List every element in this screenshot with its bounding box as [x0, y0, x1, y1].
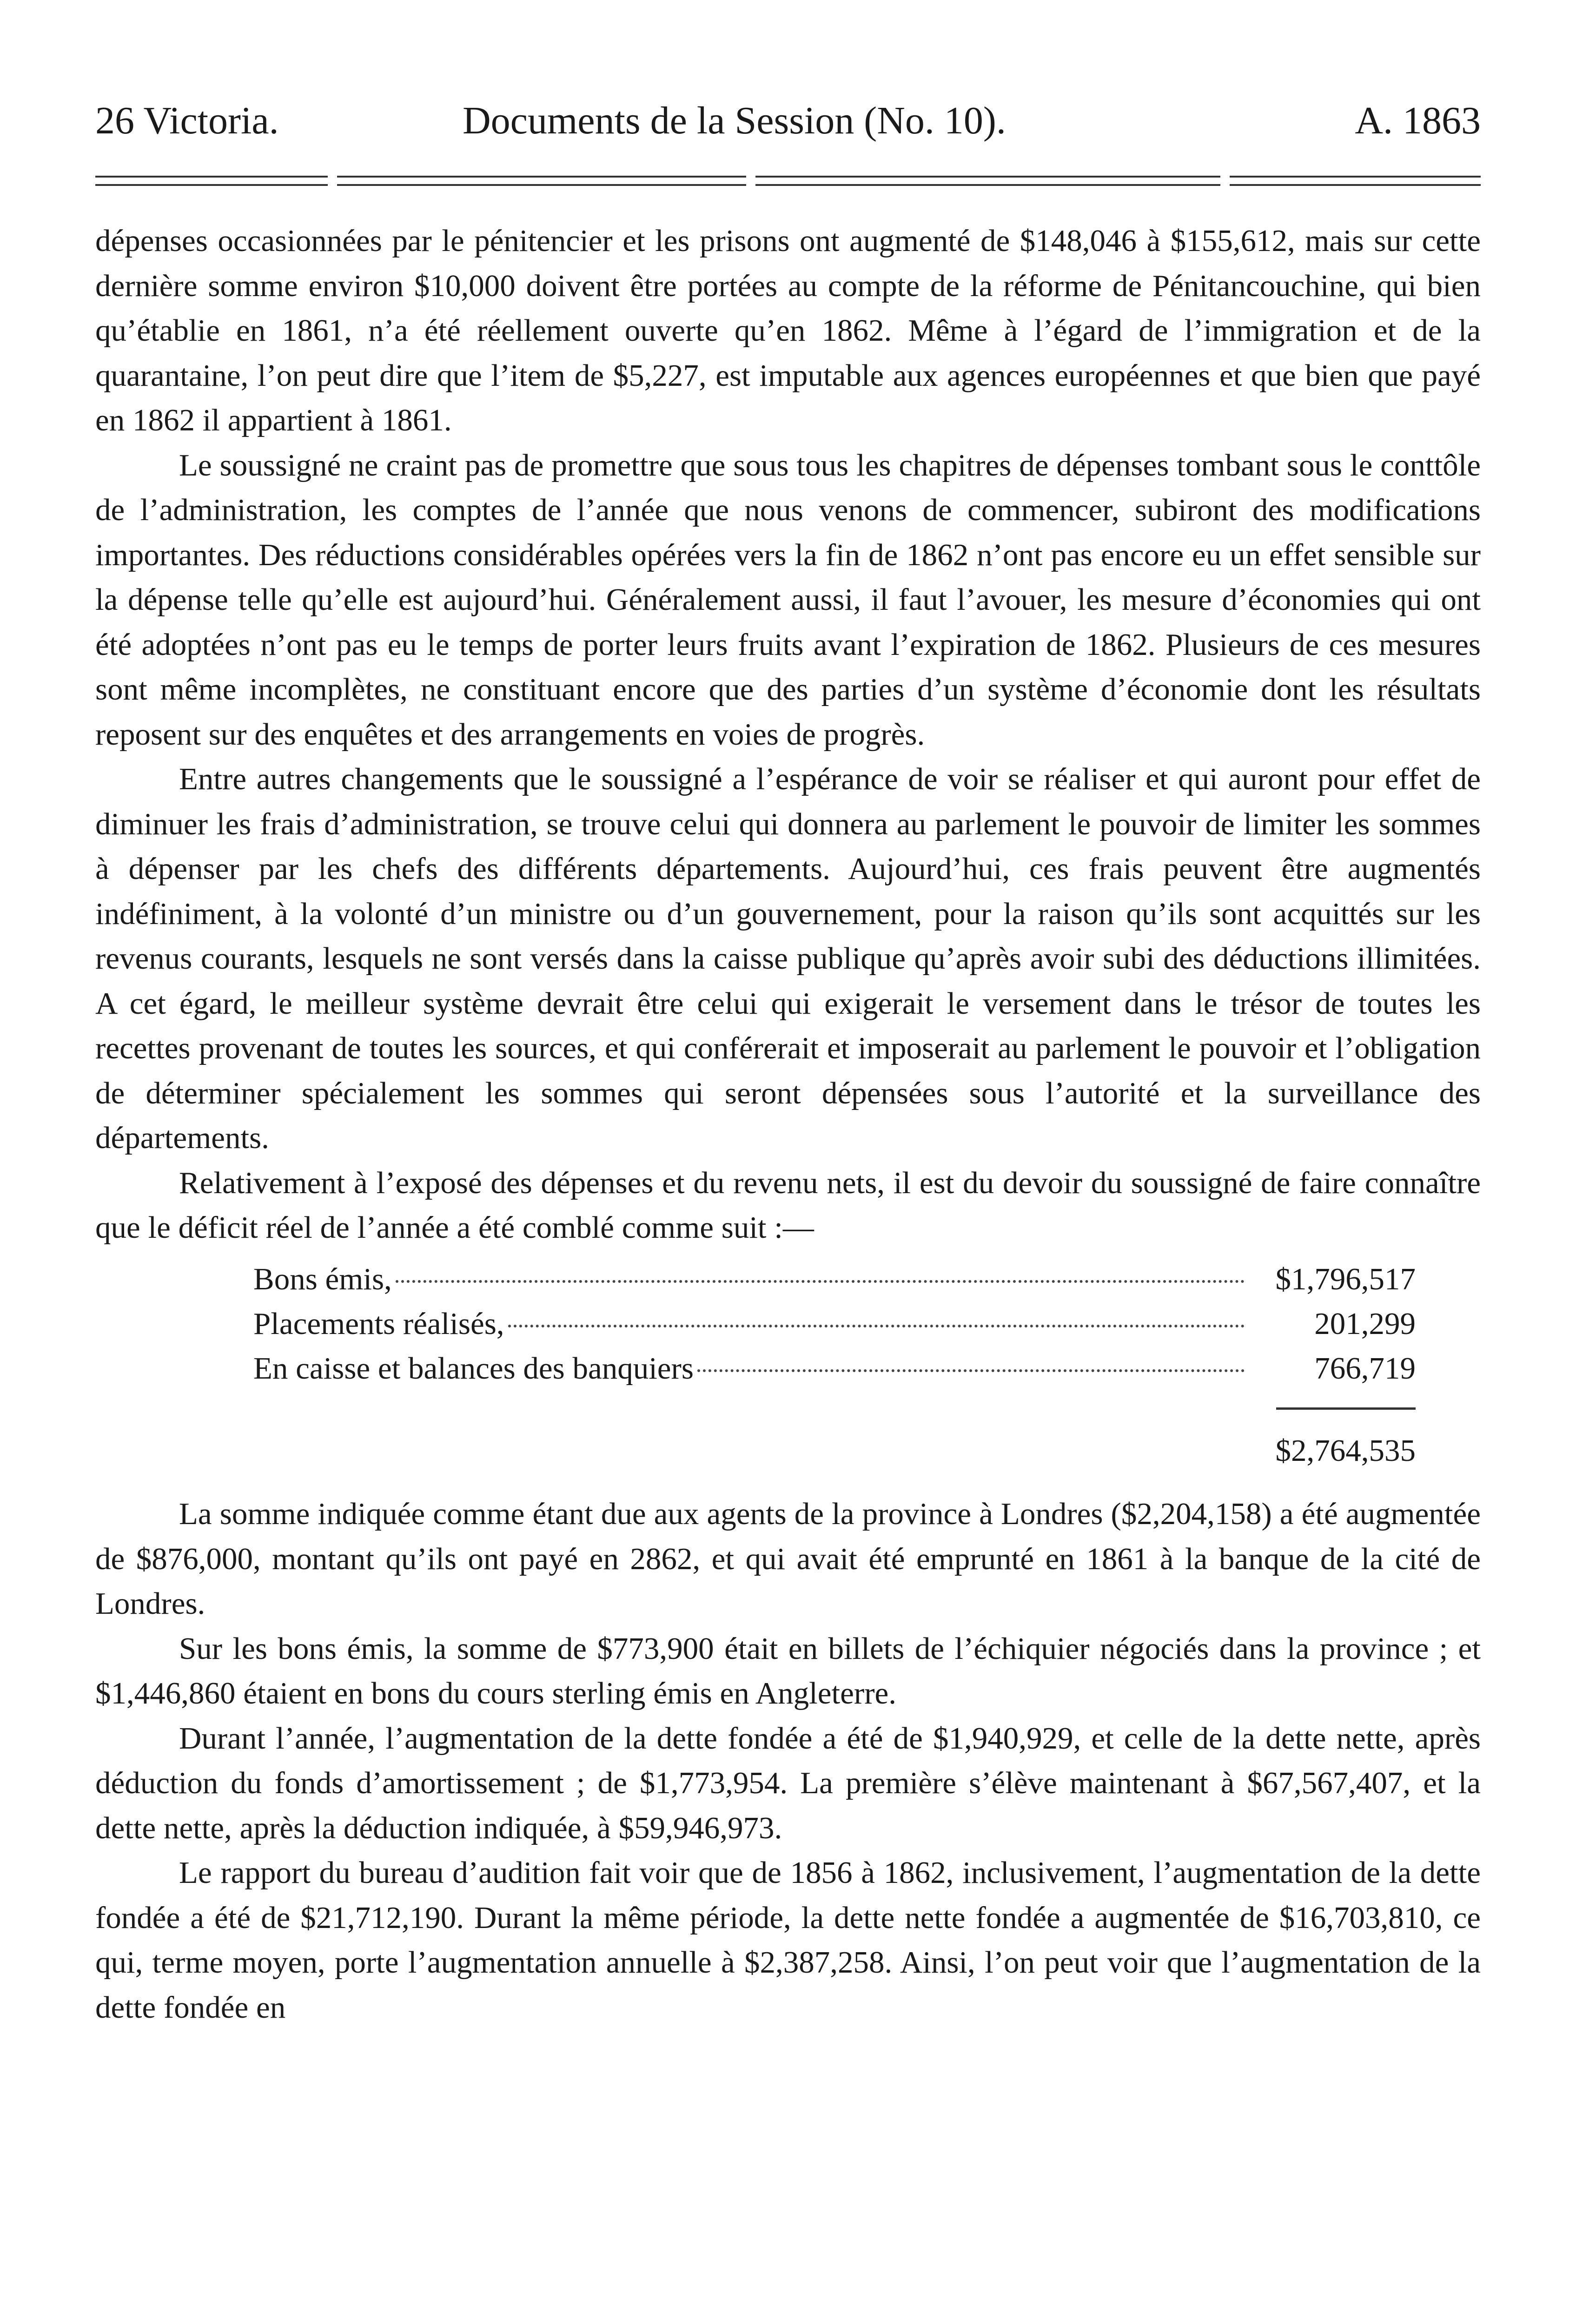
- paragraph-4: Relativement à l’exposé des dépenses et du revenu nets, il est du devoir du soussigné de faire connaître que le déficit réel de l’année a été comblé comme suit :—: [95, 1165, 1481, 1245]
- paragraph-7: Durant l’année, l’augmentation de la dette fondée a été de $1,940,929, et celle de la dette nette, après déduction du fonds d’amortissement ; de $1,773,954. La première s’élève maintenant à $67,567,407, et la dette nette, après la déduction indiquée, à $59,946,973.: [95, 1721, 1481, 1845]
- paragraph-6: Sur les bons émis, la somme de $773,900 était en billets de l’échiquier négociés dans la province ; et $1,446,860 étaient en bons du cours sterling émis en Angleterre.: [95, 1631, 1481, 1710]
- rule-segment: [95, 176, 328, 186]
- ledger-row: [253, 1301, 1416, 1346]
- body-text: [95, 218, 1481, 2030]
- paragraph-5: La somme indiquée comme étant due aux agents de la province à Londres ($2,204,158) a été augmentée de $876,000, montant qu’ils ont payé en 2862, et qui avait été emprunté en 1861 à la banque de la cité de Londres.: [95, 1497, 1481, 1621]
- leader-dots: [697, 1369, 1245, 1372]
- ledger-amount: 201,299: [1314, 1306, 1416, 1341]
- ledger-amount: 766,719: [1314, 1351, 1416, 1386]
- paragraph-8: Le rapport du bureau d’audition fait voir que de 1856 à 1862, inclusivement, l’augmentation de la dette fondée a été de $21,712,190. Durant la même période, la dette nette fondée a augmentée de $16,703,810, ce qui, terme moyen, porte l’augmentation annuelle à $2,387,258. Ainsi, l’on peut voir que l’augmentation de la dette fondée en: [95, 1855, 1481, 2025]
- ledger-row: [253, 1346, 1416, 1391]
- leader-dots: [508, 1325, 1245, 1327]
- ledger-label: En caisse et balances des banquiers: [253, 1351, 694, 1386]
- header-right: A. 1863: [1355, 99, 1481, 142]
- sum-rule: [1276, 1407, 1416, 1410]
- header-rule: [95, 176, 1481, 190]
- paragraph-3: Entre autres changements que le soussigné a l’espérance de voir se réaliser et qui auront pour effet de diminuer les frais d’administration, se trouve celui qui donnera au parlement le pouvoir de limiter les sommes à dépenser par les chefs des différents départements. Aujourd’hui, ces frais peuvent être augmentés indéfiniment, à la volonté d’un ministre ou d’un gouvernement, pour la raison qu’ils sont acquittés sur les revenus courants, lesquels ne sont versés dans la caisse publique qu’après avoir subi des déductions illimitées. A cet égard, le meilleur système devrait être celui qui exigerait le versement dans le trésor de toutes les recettes provenant de toutes les sources, et qui conférerait et imposerait au parlement le pouvoir et l’obligation de déterminer spécialement les sommes qui seront dépensées sous l’autorité et la surveillance des départements.: [95, 762, 1481, 1155]
- ledger-amount: $1,796,517: [1275, 1261, 1416, 1296]
- ledger-row: [253, 1257, 1416, 1301]
- ledger-label: Bons émis,: [253, 1261, 392, 1296]
- leader-dots: [396, 1280, 1245, 1283]
- ledger-total: $2,764,535: [1275, 1433, 1416, 1468]
- running-head: [95, 95, 1481, 146]
- ledger-table: [253, 1257, 1416, 1473]
- rule-segment: [1230, 176, 1481, 186]
- ledger-label: Placements réalisés,: [253, 1306, 504, 1341]
- header-left: 26 Victoria.: [95, 99, 279, 142]
- paragraph-1: dépenses occasionnées par le pénitencier et les prisons ont augmenté de $148,046 à $155,612, mais sur cette dernière somme environ $10,000 doivent être portées au compte de la réforme de Pénitancouchine, qui bien qu’établie en 1861, n’a été réellement ouverte qu’en 1862. Même à l’égard de l’immigration et de la quarantaine, l’on peut dire que l’item de $5,227, est imputable aux agences européennes et que bien que payé en 1862 il appartient à 1861.: [95, 224, 1481, 437]
- header-center: Documents de la Session (No. 10).: [463, 99, 1006, 142]
- rule-segment: [337, 176, 746, 186]
- rule-segment: [755, 176, 1220, 186]
- paragraph-2: Le soussigné ne craint pas de promettre que sous tous les chapitres de dépenses tombant sous le conttôle de l’administration, les comptes de l’année que nous venons de commencer, subiront des modifications importantes. Des réductions considérables opérées vers la fin de 1862 n’ont pas encore eu un effet sensible sur la dépense telle qu’elle est aujourd’hui. Généralement aussi, il faut l’avouer, les mesure d’économies qui ont été adoptées n’ont pas eu le temps de porter leurs fruits avant l’expiration de 1862. Plusieurs de ces mesures sont même incomplètes, ne constituant encore que des parties d’un système d’économie dont les résultats reposent sur des enquêtes et des arrangements en voies de progrès.: [95, 448, 1481, 752]
